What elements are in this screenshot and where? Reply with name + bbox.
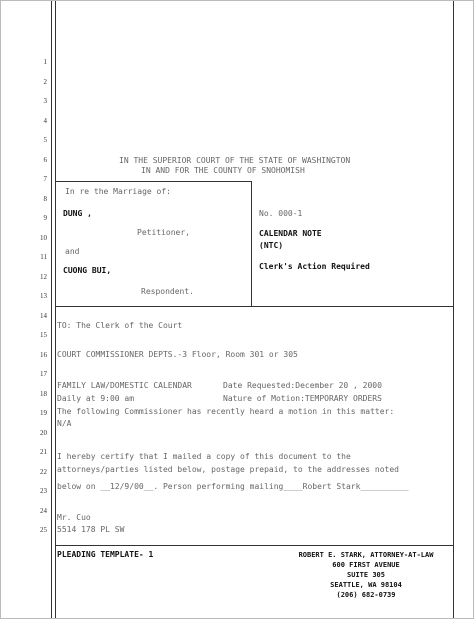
line-number: 8 [43,194,47,203]
left-margin-rule [51,1,52,618]
marriage-of: In re the Marriage of: [65,187,171,196]
attorney-street: 600 FIRST AVENUE [332,561,400,569]
line-number: 6 [43,155,47,164]
respondent-name: CUONG BUI, [63,266,112,275]
date-requested: Date Requested:December 20 , 2000 [223,381,382,390]
certify-line2: attorneys/parties listed below, postage prepaid, to the addresses noted [57,465,399,474]
and-text: and [65,247,80,256]
na-text: N/A [57,419,72,428]
line-number: 7 [43,175,47,183]
nature-of-motion: Nature of Motion:TEMPORARY ORDERS [223,394,382,403]
respondent-role: Respondent. [141,287,194,296]
line-number: 14 [40,311,47,320]
attorney-block [283,550,449,600]
line-number: 22 [40,467,47,476]
line-number: 16 [40,350,47,359]
attorney-city: SEATTLE, WA 98104 [330,581,402,589]
footer-left-title: PLEADING TEMPLATE- 1 [57,550,154,559]
line-number: 17 [40,370,47,378]
left-margin-rule-inner [55,1,56,618]
footer-rule [55,545,453,546]
commissioner-depts: COURT COMMISSIONER DEPTS.-3 Floor, Room 301 or 305 [57,350,298,359]
to-clerk: TO: The Clerk of the Court [57,321,183,330]
attorney-name: ROBERT E. STARK, ATTORNEY-AT-LAW [298,551,434,559]
line-number: 19 [40,409,47,417]
court-title-line2: IN AND FOR THE COUNTY OF SNOHOMISH [141,166,305,175]
attorney-phone: (206) 682-0739 [336,591,396,599]
attorney-suite: SUITE 305 [347,571,385,579]
line-number: 4 [43,116,47,125]
certify-line3: below on __12/9/00__. Person performing mailing____Robert Stark__________ [57,482,409,491]
line-number: 18 [40,389,47,398]
document-title: CALENDAR NOTE [259,229,322,238]
petitioner-name: DUNG , [63,209,92,218]
right-margin-rule [453,1,454,618]
line-number: 1 [43,58,47,66]
line-number: 12 [40,272,47,281]
line-number: 20 [40,428,47,437]
daily-time: Daily at 9:00 am [57,394,135,403]
commissioner-heard: The following Commissioner has recently heard a motion in this matter: [57,407,395,416]
line-number: 11 [40,253,47,261]
document-subtitle: (NTC) [259,241,284,250]
caption-divider [251,181,252,306]
certify-line1: I hereby certify that I mailed a copy of this document to the [57,452,351,461]
line-number: 24 [40,506,47,515]
caption-bottom-rule [55,306,453,307]
line-number: 13 [40,292,47,300]
line-number: 2 [43,77,47,86]
line-number: 21 [40,448,47,456]
recipient-name: Mr. Cuo [57,513,91,522]
line-number: 5 [43,136,47,144]
line-number: 15 [40,331,47,339]
clerk-action: Clerk's Action Required [259,262,370,271]
line-number: 10 [40,233,47,242]
recipient-address: 5514 178 PL SW [57,525,125,534]
line-number: 23 [40,487,47,495]
caption-top-rule [55,181,251,182]
line-number: 9 [43,214,47,222]
line-number: 3 [43,97,47,105]
line-number: 25 [40,526,47,534]
petitioner-role: Petitioner, [137,228,190,237]
court-title-line1: IN THE SUPERIOR COURT OF THE STATE OF WASHINGTON [119,156,351,165]
case-number: No. 000-1 [259,209,303,218]
calendar-type: FAMILY LAW/DOMESTIC CALENDAR [57,381,192,390]
